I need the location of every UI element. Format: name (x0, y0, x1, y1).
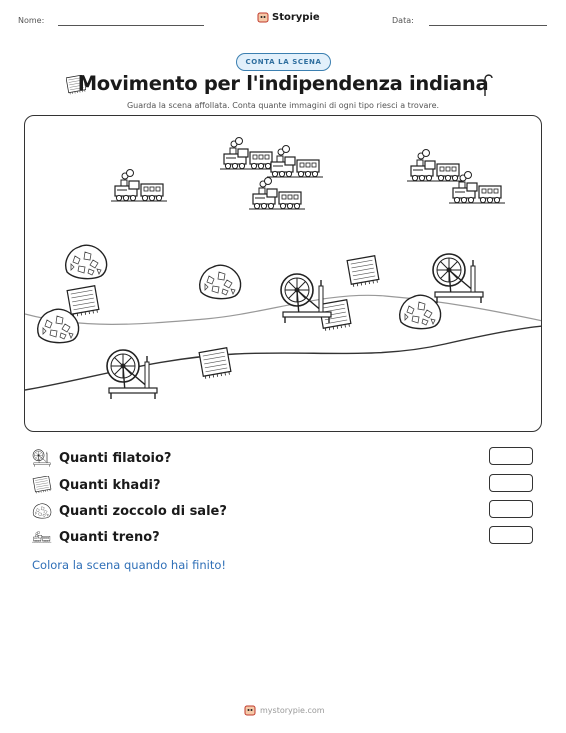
spinning-wheel-icon (32, 449, 52, 467)
train-1 (111, 170, 167, 202)
question-text: Quanti zoccolo di sale? (59, 503, 227, 519)
hill-line-front (25, 326, 542, 390)
train-5 (407, 150, 463, 182)
page-subtitle: Guarda la scena affollata. Conta quante immagini di ogni tipo riesci a trovare. (126, 101, 440, 110)
scene-drawing (25, 116, 542, 432)
spinning-wheel-3 (107, 350, 157, 399)
khadi-2 (347, 256, 379, 287)
question-salt-rock (32, 502, 227, 520)
salt-rock-4 (400, 295, 441, 328)
color-instruction: Colora la scena quando hai finito! (32, 558, 226, 572)
salt-rock-3 (200, 265, 241, 298)
scene-badge: CONTA LA SCENA (236, 53, 331, 71)
train-2 (220, 138, 276, 170)
answer-box-spinning-wheel[interactable] (489, 447, 533, 465)
spinning-wheel-1 (281, 274, 331, 323)
question-text: Quanti khadi? (59, 477, 161, 493)
answer-box-train[interactable] (489, 526, 533, 544)
counting-scene (24, 115, 542, 432)
footer-site: mystorypie.com (260, 705, 325, 715)
answer-box-khadi[interactable] (489, 474, 533, 492)
page-title: Movimento per l'indipendenza indiana (77, 72, 489, 95)
question-text: Quanti filatoio? (59, 450, 172, 466)
khadi-1 (67, 286, 99, 317)
salt-rock-icon (32, 502, 52, 520)
brand-name: Storypie (272, 11, 320, 23)
storypie-logo-icon (244, 704, 256, 716)
question-khadi (32, 476, 161, 494)
date-label: Data: (392, 16, 414, 25)
question-text: Quanti treno? (59, 529, 160, 545)
train-icon (32, 528, 52, 546)
date-field[interactable] (429, 25, 547, 26)
brand (257, 11, 320, 23)
khadi-4 (199, 348, 231, 379)
walking-stick-icon (481, 72, 495, 98)
answer-box-salt-rock[interactable] (489, 500, 533, 518)
name-field[interactable] (58, 25, 204, 26)
khadi-cloth-icon (32, 476, 52, 494)
question-spinning-wheel (32, 449, 171, 467)
storypie-logo-icon (257, 11, 269, 23)
train-4 (249, 178, 305, 210)
salt-rock-1 (66, 245, 107, 278)
footer (244, 704, 325, 716)
question-train (32, 528, 160, 546)
spinning-wheel-2 (433, 254, 483, 303)
train-3 (267, 146, 323, 178)
name-label: Nome: (18, 16, 45, 25)
